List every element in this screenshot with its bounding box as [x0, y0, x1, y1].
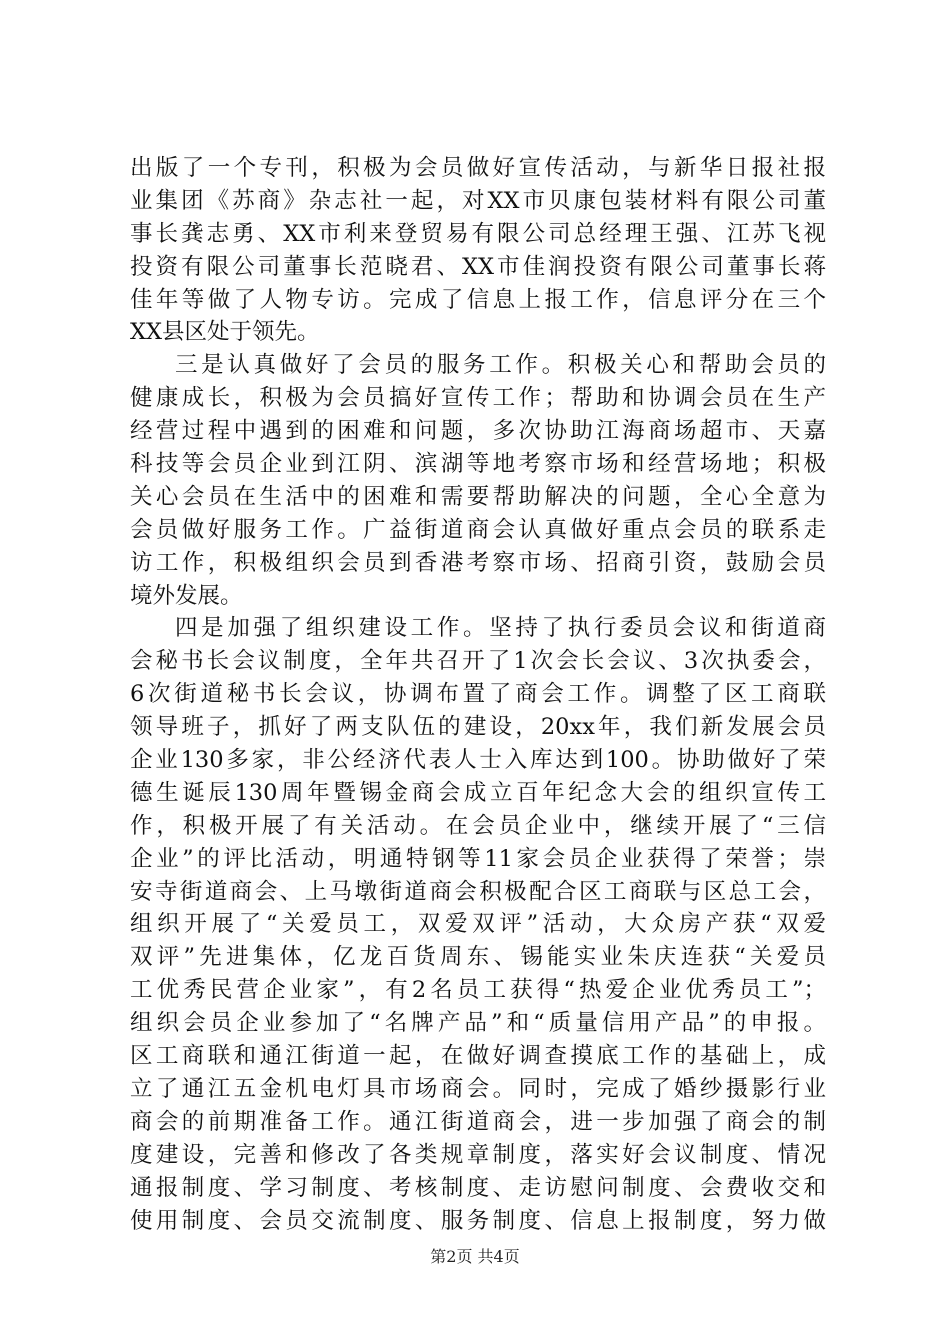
text-line: 作，积极开展了有关活动。在会员企业中，继续开展了“三信: [130, 812, 826, 839]
text-line: 科技等会员企业到江阴、滨湖等地考察市场和经营场地；积极: [130, 451, 826, 478]
text-line: 组织开展了“关爱员工，双爱双评”活动，大众房产获“双爱: [130, 911, 826, 938]
document-body: [130, 152, 826, 1237]
text-line: 双评”先进集体，亿龙百货周东、锡能实业朱庆连获“关爱员: [130, 944, 826, 971]
text-line: 访工作，积极组织会员到香港考察市场、招商引资，鼓励会员: [130, 549, 826, 576]
text-line: 工优秀民营企业家”，有2名员工获得“热爱企业优秀员工”；: [130, 977, 826, 1004]
text-line: 关心会员在生活中的困难和需要帮助解决的问题，全心全意为: [130, 483, 826, 510]
text-line: 安寺街道商会、上马墩街道商会积极配合区工商联与区总工会，: [130, 878, 826, 905]
text-line: 立了通江五金机电灯具市场商会。同时，完成了婚纱摄影行业: [130, 1075, 826, 1102]
text-line: 出版了一个专刊，积极为会员做好宣传活动，与新华日报社报: [130, 155, 826, 181]
text-line: 健康成长，积极为会员搞好宣传工作；帮助和协调会员在生产: [130, 385, 826, 412]
text-line: 领导班子，抓好了两支队伍的建设，20xx年，我们新发展会员: [130, 714, 826, 741]
text-line: 企业130多家，非公经济代表人士入库达到100。协助做好了荣: [130, 747, 826, 774]
text-line: 业集团《苏商》杂志社一起，对XX市贝康包装材料有限公司董: [130, 187, 826, 214]
text-line: 使用制度、会员交流制度、服务制度、信息上报制度，努力做: [130, 1207, 826, 1234]
text-line: 事长龚志勇、XX市利来登贸易有限公司总经理王强、江苏飞视: [130, 220, 826, 247]
text-line: 企业”的评比活动，明通特钢等11家会员企业获得了荣誉；崇: [130, 845, 826, 872]
text-line: XX县区处于领先。: [130, 319, 320, 346]
text-line: 三是认真做好了会员的服务工作。积极关心和帮助会员的: [175, 352, 826, 379]
text-line: 会秘书长会议制度，全年共召开了1次会长会议、3次执委会，: [130, 648, 826, 675]
text-line: 通报制度、学习制度、考核制度、走访慰问制度、会费收交和: [130, 1174, 826, 1201]
text-line: 度建设，完善和修改了各类规章制度，落实好会议制度、情况: [130, 1141, 826, 1168]
text-line: 投资有限公司董事长范晓君、XX市佳润投资有限公司董事长蒋: [130, 253, 826, 280]
paragraph: [130, 349, 826, 612]
text-line: 境外发展。: [130, 582, 243, 609]
text-line: 会员做好服务工作。广益街道商会认真做好重点会员的联系走: [130, 516, 826, 543]
page-footer: 第2页 共4页: [430, 1247, 520, 1266]
text-line: 组织会员企业参加了“名牌产品”和“质量信用产品”的申报。: [130, 1010, 826, 1037]
paragraph: [130, 152, 826, 349]
text-line: 四是加强了组织建设工作。坚持了执行委员会议和街道商: [175, 615, 826, 642]
text-line: 佳年等做了人物专访。完成了信息上报工作，信息评分在三个: [130, 286, 826, 313]
text-line: 6次街道秘书长会议，协调布置了商会工作。调整了区工商联: [130, 681, 826, 708]
text-line: 德生诞辰130周年暨锡金商会成立百年纪念大会的组织宣传工: [130, 779, 826, 806]
text-line: 区工商联和通江街道一起，在做好调查摸底工作的基础上，成: [130, 1043, 826, 1070]
text-line: 经营过程中遇到的困难和问题，多次协助江海商场超市、天嘉: [130, 418, 826, 445]
text-line: 商会的前期准备工作。通江街道商会，进一步加强了商会的制: [130, 1108, 826, 1135]
paragraph: [130, 612, 826, 1237]
